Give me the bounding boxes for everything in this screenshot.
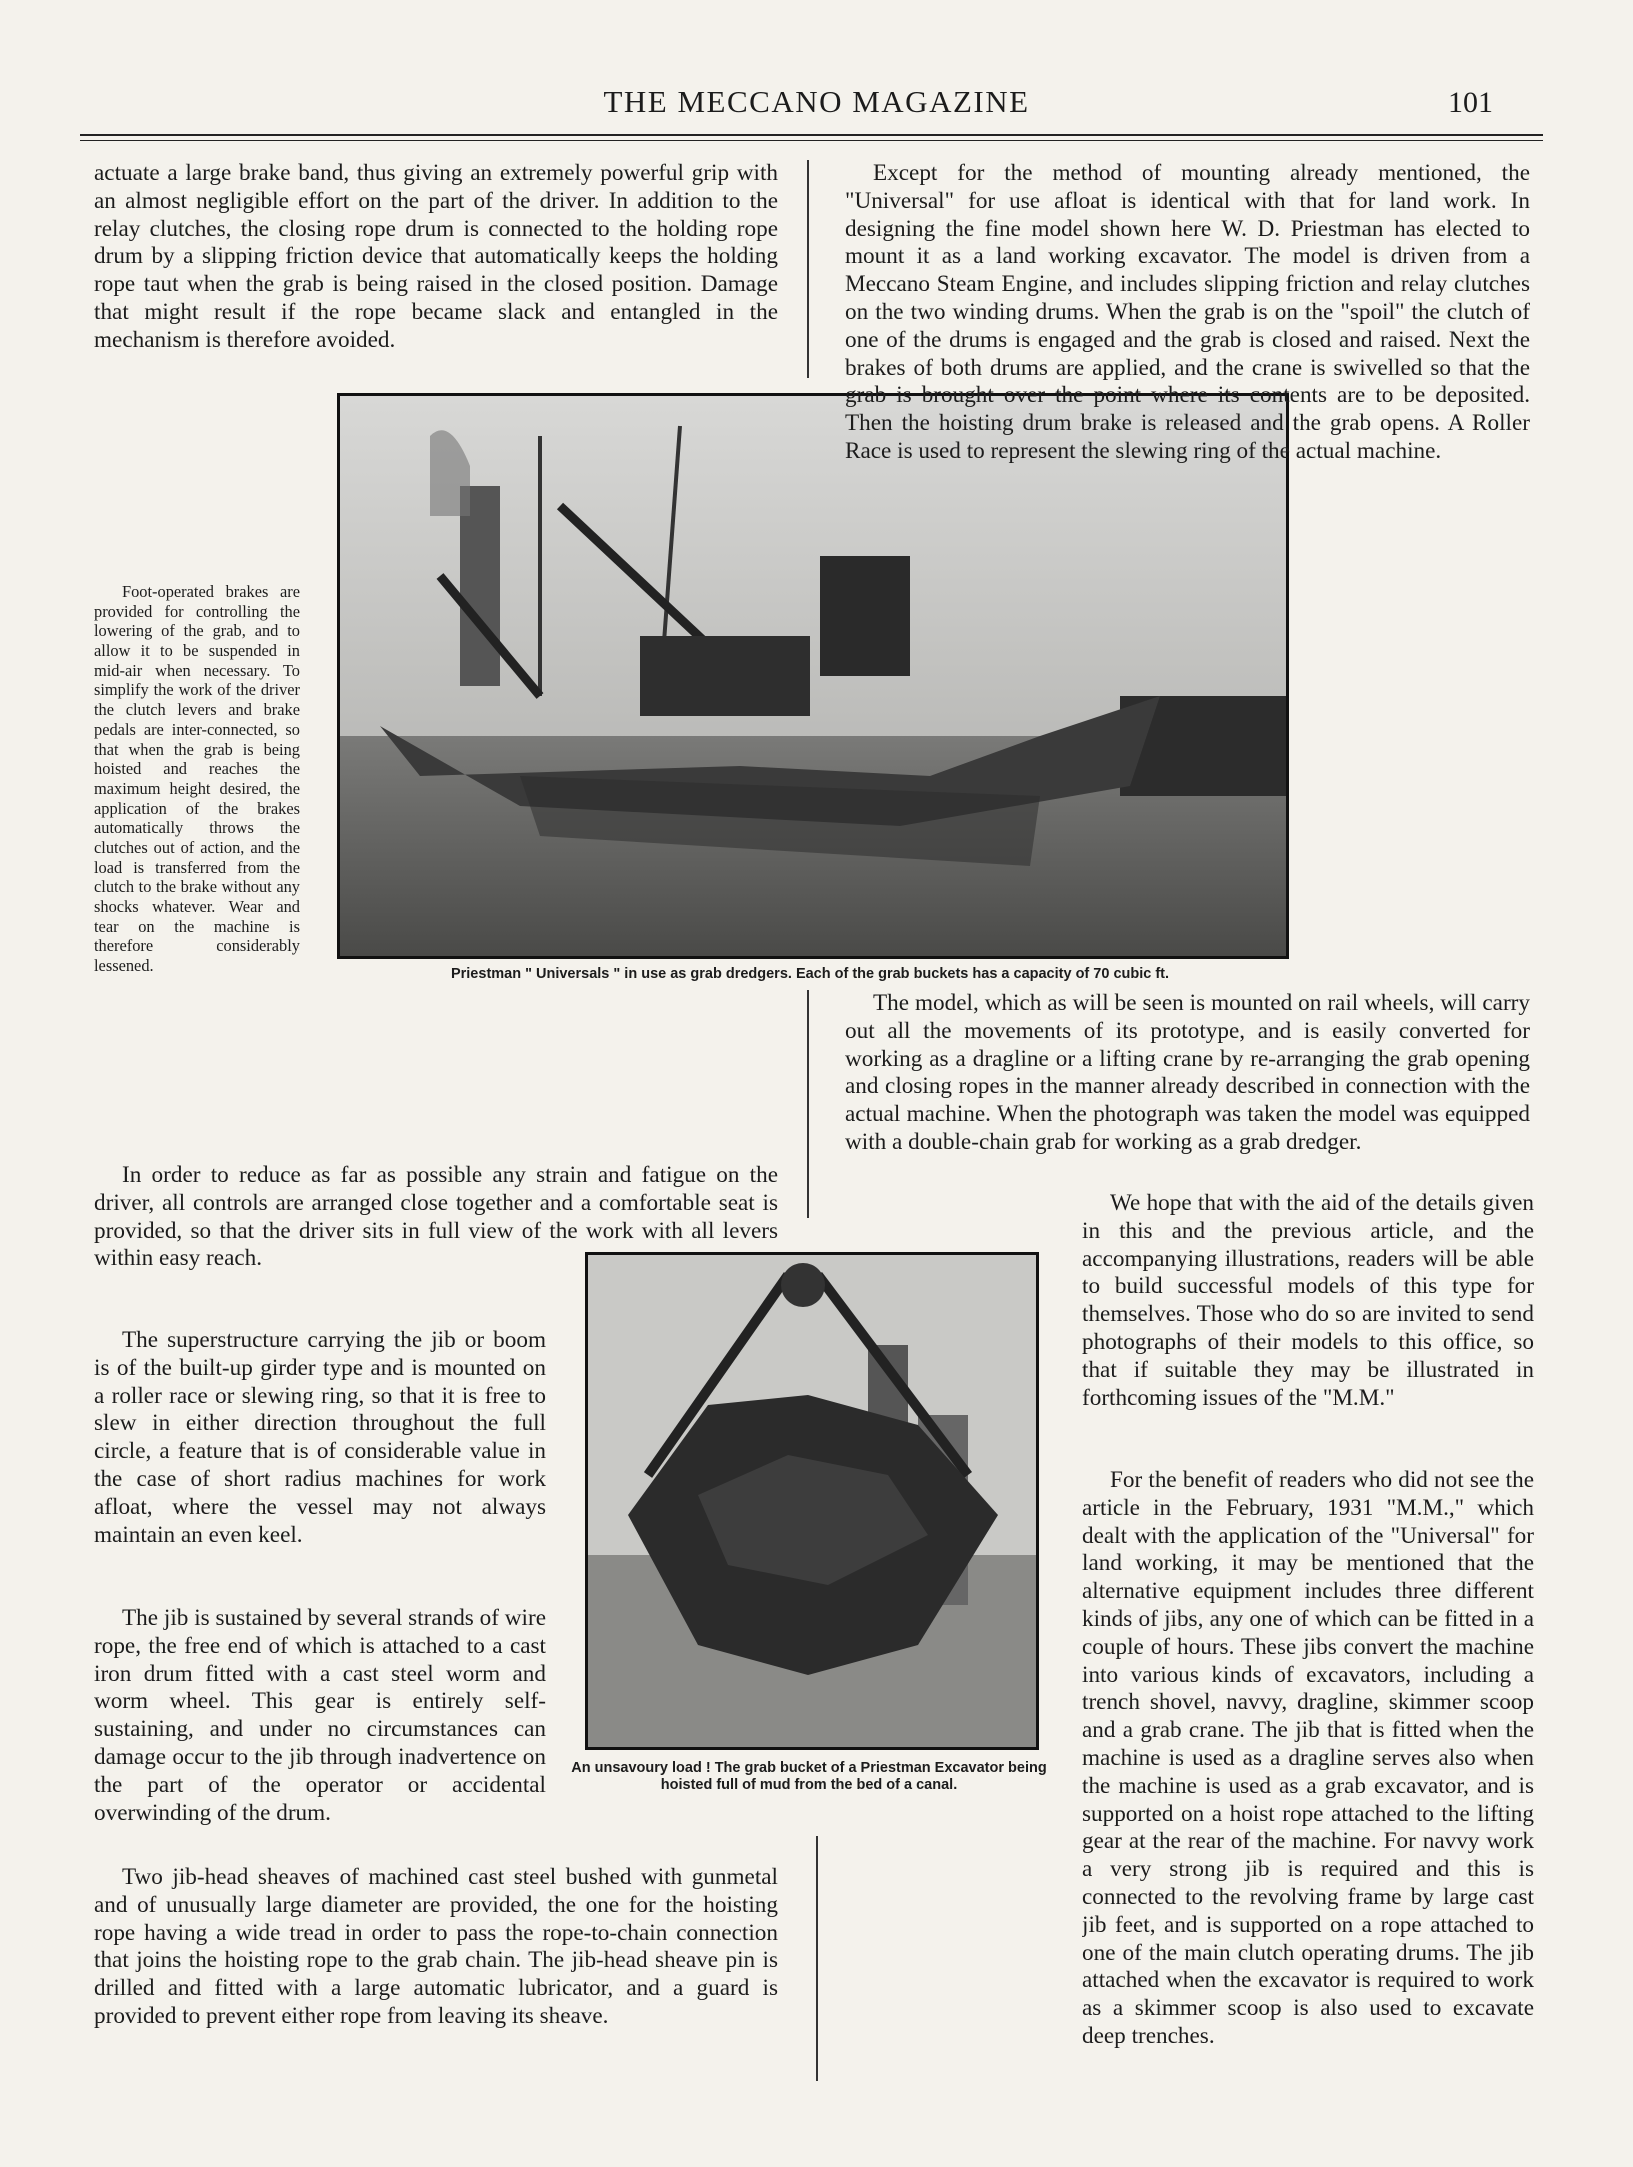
column-divider-middle bbox=[807, 990, 809, 1218]
left-paragraph-2: Foot-operated brakes are provided for controlling the lowering of the grab, and to allow it to be suspended in mid-air when necessary. To simplify the work of the driver the clutch levers and brake pedals are inter-connected, so that when the grab is being hoisted and reaches the maximum height desired, the application of the brakes automatically throws the clutches out of action, and the load is transferred from the clutch to the brake without any shocks whatever. Wear and tear on the machine is therefore considerably lessened. bbox=[94, 582, 300, 976]
left-paragraph-4: The superstructure carrying the jib or boom is of the built-up girder type and is mounted on a roller race or slewing ring, so that it is free to slew in either direction throughout the full circle, a feature that is of considerable value in the case of short radius machines for work afloat, where the vessel may not always maintain an even keel. bbox=[94, 1327, 546, 1548]
dredger-caption: Priestman " Universals " in use as grab dredgers. Each of the grab buckets has a capacity of 70 cubic ft. bbox=[450, 966, 1170, 982]
left-paragraph-3: In order to reduce as far as possible any strain and fatigue on the driver, all controls are arranged close together and a comfortable seat is provided, so that the driver sits in full view of the work with all levers within easy reach. bbox=[94, 1162, 778, 1272]
right-paragraph-2: The model, which as will be seen is mounted on rail wheels, will carry out all the movements of its prototype, and is easily converted for working as a dragline or a lifting crane by re-arranging the grab opening and closing ropes in the manner already described in connection with the actual machine. When the photograph was taken the model was equipped with a double-chain grab for working as a grab dredger. bbox=[845, 990, 1530, 1155]
right-paragraph-1: Except for the method of mounting already mentioned, the "Universal" for use afloat is identical with that for land work. In designing the fine model shown here W. D. Priestman has elected to mount it as a land working excavator. The model is driven from a Meccano Steam Engine, and includes slipping friction and relay clutches on the two winding drums. When the grab is on the "spoil" the clutch of one of the drums is engaged and the grab is closed and raised. Next the brakes of both drums are applied, and the crane is swivelled so that the grab is brought over the point where its contents are to be deposited. Then the hoisting drum brake is released and the grab opens. A Roller Race is used to represent the slewing ring of the actual machine. bbox=[845, 160, 1530, 464]
header-rule-thin bbox=[80, 140, 1543, 141]
left-paragraph-6: Two jib-head sheaves of machined cast steel bushed with gunmetal and of unusually large diameter are provided, the one for the hoisting rope having a wide tread in order to pass the rope-to-chain connection that joins the hoisting rope to the grab chain. The jib-head sheave pin is drilled and fitted with a large automatic lubricator, and a guard is provided to prevent either rope from leaving its sheave. bbox=[94, 1864, 778, 2029]
column-divider-bottom bbox=[816, 1836, 818, 2081]
right-paragraph-3: We hope that with the aid of the details given in this and the previous article, and the accompanying illustrations, readers will be able to build successful models of this type for themselves. Those who do so are invited to send photographs of their models to this office, so that if suitable they may be illustrated in forthcoming issues of the "M.M." bbox=[1082, 1190, 1534, 1411]
grab-bucket-photo bbox=[585, 1252, 1039, 1750]
left-paragraph-5: The jib is sustained by several strands of wire rope, the free end of which is attached to a cast iron drum fitted with a cast steel worm and worm wheel. This gear is entirely self-sustaining, and under no circumstances can damage occur to the jib through inadvertence on the part of the operator or accidental overwinding of the drum. bbox=[94, 1605, 546, 1826]
grab-bucket-caption: An unsavoury load ! The grab bucket of a Priestman Excavator being hoisted full of mud from the bed of a canal. bbox=[571, 1760, 1047, 1793]
column-divider-top bbox=[807, 160, 809, 378]
page-number: 101 bbox=[1448, 86, 1493, 119]
magazine-title: THE MECCANO MAGAZINE bbox=[603, 84, 1030, 119]
header-rule bbox=[80, 134, 1543, 136]
right-paragraph-4: For the benefit of readers who did not see the article in the February, 1931 "M.M.," which dealt with the application of the "Universal" for land working, it may be mentioned that the alternative equipment includes three different kinds of jibs, any one of which can be fitted in a couple of hours. These jibs convert the machine into various kinds of excavators, including a trench shovel, navvy, dragline, skimmer scoop and a grab crane. The jib that is fitted when the machine is used as a dragline serves also when the machine is used as a grab excavator, and is supported on a hoist rope attached to the lifting gear at the rear of the machine. For navvy work a very strong jib is required and this is connected to the revolving frame by large cast jib feet, and is supported on a rope attached to one of the main clutch operating drums. The jib attached when the excavator is required to work as a skimmer scoop is also used to excavate deep trenches. bbox=[1082, 1467, 1534, 2049]
left-paragraph-1: actuate a large brake band, thus giving an extremely powerful grip with an almost negligible effort on the part of the driver. In addition to the relay clutches, the closing rope drum is connected to the holding rope drum by a slipping friction device that automatically keeps the holding rope taut when the grab is being raised in the closed position. Damage that might result if the rope became slack and entangled in the mechanism is therefore avoided. bbox=[94, 160, 778, 353]
